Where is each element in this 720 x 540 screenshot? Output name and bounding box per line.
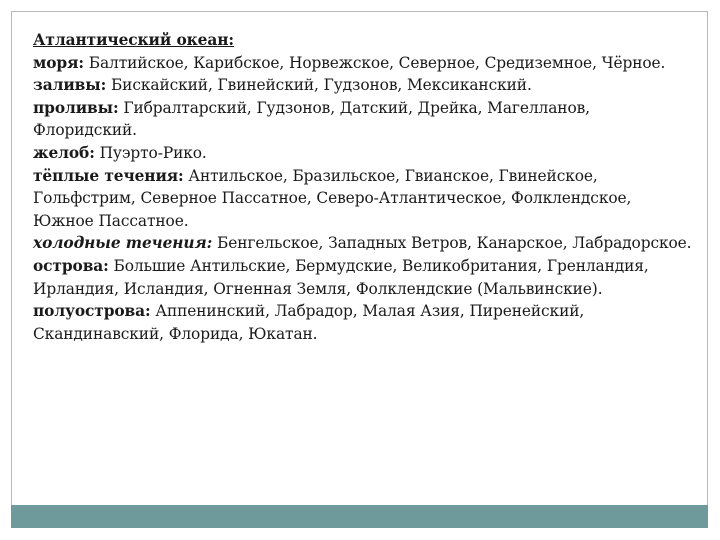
entry-label-cold-currents: холодные течения:: [33, 234, 213, 253]
entry-cold-currents: [33, 232, 693, 255]
entry-label-islands: острова:: [33, 256, 109, 275]
entry-text-islands: Большие Антильские, Бермудские, Великобритания, Гренландия, Ирландия, Исландия, Огненная Земля, Фолклендские (Мальвинские).: [33, 256, 649, 298]
footer-bar: [11, 505, 708, 528]
entry-label-peninsulas: полуострова:: [33, 302, 151, 321]
entry-gulfs: [33, 74, 693, 97]
entry-warm-currents: [33, 165, 693, 233]
entry-label-gulfs: заливы:: [33, 76, 107, 95]
entry-straits: [33, 97, 693, 142]
entry-peninsulas: [33, 300, 693, 345]
entry-text-trench: Пуэрто-Рико.: [94, 143, 207, 162]
entry-text-cold-currents: Бенгельское, Западных Ветров, Канарское, Лабрадорское.: [212, 234, 692, 253]
entry-text-peninsulas: Аппенинский, Лабрадор, Малая Азия, Пиренейский, Скандинавский, Флорида, Юкатан.: [33, 302, 585, 343]
slide-content: [33, 29, 693, 345]
entry-text-seas: Балтийское, Карибское, Норвежское, Северное, Средиземное, Чёрное.: [83, 53, 666, 72]
entry-label-trench: желоб:: [33, 143, 95, 162]
entry-text-gulfs: Бискайский, Гвинейский, Гудзонов, Мексиканский.: [106, 76, 532, 95]
entry-label-straits: проливы:: [33, 98, 119, 117]
entry-text-straits: Гибралтарский, Гудзонов, Датский, Дрейка, Магелланов, Флоридский.: [33, 98, 590, 140]
entry-label-warm-currents: тёплые течения:: [33, 166, 184, 185]
entry-trench: [33, 142, 693, 165]
slide-title: Атлантический океан:: [33, 31, 234, 49]
entry-seas: [33, 52, 693, 75]
entry-text-warm-currents: Антильское, Бразильское, Гвианское, Гвинейское, Гольфстрим, Северное Пассатное, Северо-Атлантическое, Фолклендское, Южное Пассатное.: [33, 166, 632, 230]
entry-islands: [33, 255, 693, 300]
entry-label-seas: моря:: [33, 53, 84, 72]
